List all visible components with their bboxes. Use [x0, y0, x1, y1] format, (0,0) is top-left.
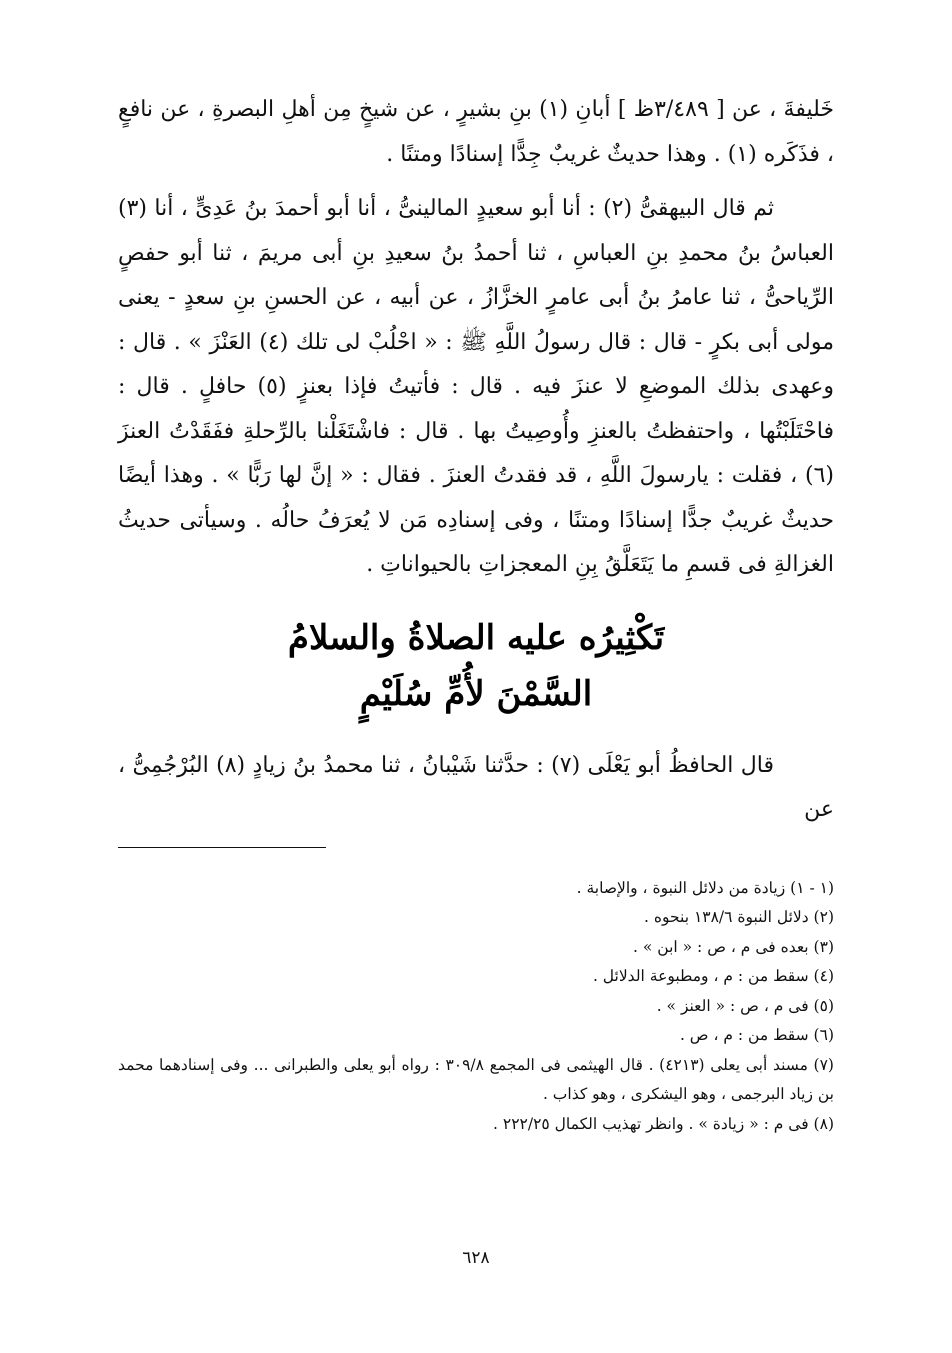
footnote-5: (٥) فى م ، ص : « العنز » .: [656, 996, 834, 1015]
footnote-8: (٨) فى م : « زيادة » . وانظر تهذيب الكمال ٢٢٢/٢٥ .: [493, 1114, 834, 1133]
page-number: ٦٢٨: [462, 1248, 490, 1268]
paragraph-1: خَليفةَ ، عن [ ٣/٤٨٩ظ ] أبانِ (١) بنِ بشيرٍ ، عن شيخٍ مِن أهلِ البصرةِ ، عن نافعٍ ، فذَكَره (١) . وهذا حديثٌ غريبٌ جِدًّا إسنادًا ومتنًا .: [118, 97, 834, 167]
footnote-separator: [118, 847, 326, 848]
section-heading: [118, 610, 834, 722]
page-body: [118, 88, 834, 1139]
paragraph-2: ثم قال البيهقىُّ (٢) : أنا أبو سعيدٍ المالينىُّ ، أنا أبو أحمدَ بنُ عَدِىٍّ ، أنا (٣) العباسُ بنُ محمدِ بنِ العباسِ ، ثنا أحمدُ بنُ سعيدِ بنِ أبى مريمَ ، ثنا أبو حفصٍ الرِّياحىُّ ، ثنا عامرُ بنُ أبى عامرٍ الخزَّازُ ، عن أبيه ، عن الحسنِ بنِ سعدٍ - يعنى مولى أبى بكرٍ - قال : قال رسولُ اللَّهِ ﷺ : « احْلُبْ لى تلك (٤) العَنْزَ » . قال : وعهدى بذلك الموضعِ لا عنزَ فيه . قال : فأتيتُ فإذا بعنزٍ (٥) حافلٍ . قال : فاحْتَلَبْتُها ، واحتفظتُ بالعنزِ وأُوصِيتُ بها . قال : فاشْتَغَلْنا بالرِّحلةِ ففَقَدْتُ العنزَ (٦) ، فقلت : يارسولَ اللَّهِ ، قد فقدتُ العنزَ . فقال : « إنَّ لها رَبًّا » . وهذا أيضًا حديثٌ غريبٌ جدًّا إسنادًا ومتنًا ، وفى إسنادِه مَن لا يُعرَفُ حالُه . وسيأتى حديثُ الغزالةِ فى قسمِ ما يَتَعَلَّقُ بِنِ المعجزاتِ بالحيواناتِ .: [118, 196, 834, 577]
section-heading-line-2: السَّمْنَ لأُمِّ سُلَيْمٍ: [359, 673, 593, 714]
footnote-1: (١ - ١) زيادة من دلائل النبوة ، والإصابة .: [576, 878, 834, 897]
paragraph-3: قال الحافظُ أبو يَعْلَى (٧) : حدَّثنا شَيْبانُ ، ثنا محمدُ بنُ زيادٍ (٨) البُرْجُمِىُّ ، عن: [118, 752, 834, 822]
footnotes: [118, 874, 834, 1140]
footnote-2: (٢) دلائل النبوة ١٣٨/٦ بنحوه .: [644, 908, 834, 926]
footnote-6: (٦) سقط من : م ، ص .: [679, 1026, 834, 1044]
footnote-7: (٧) مسند أبى يعلى (٤٢١٣) . قال الهيثمى فى المجمع ٣٠٩/٨ : رواه أبو يعلى والطبرانى ... وفى إسنادهما محمد بن زياد البرجمى ، وهو اليشكرى ، وهو كذاب .: [118, 1055, 834, 1103]
footnote-3: (٣) بعده فى م ، ص : « ابن » .: [633, 937, 834, 956]
section-heading-line-1: تَكْثِيرُه عليه الصلاةُ والسلامُ: [287, 617, 665, 658]
footnote-4: (٤) سقط من : م ، ومطبوعة الدلائل .: [592, 967, 834, 985]
